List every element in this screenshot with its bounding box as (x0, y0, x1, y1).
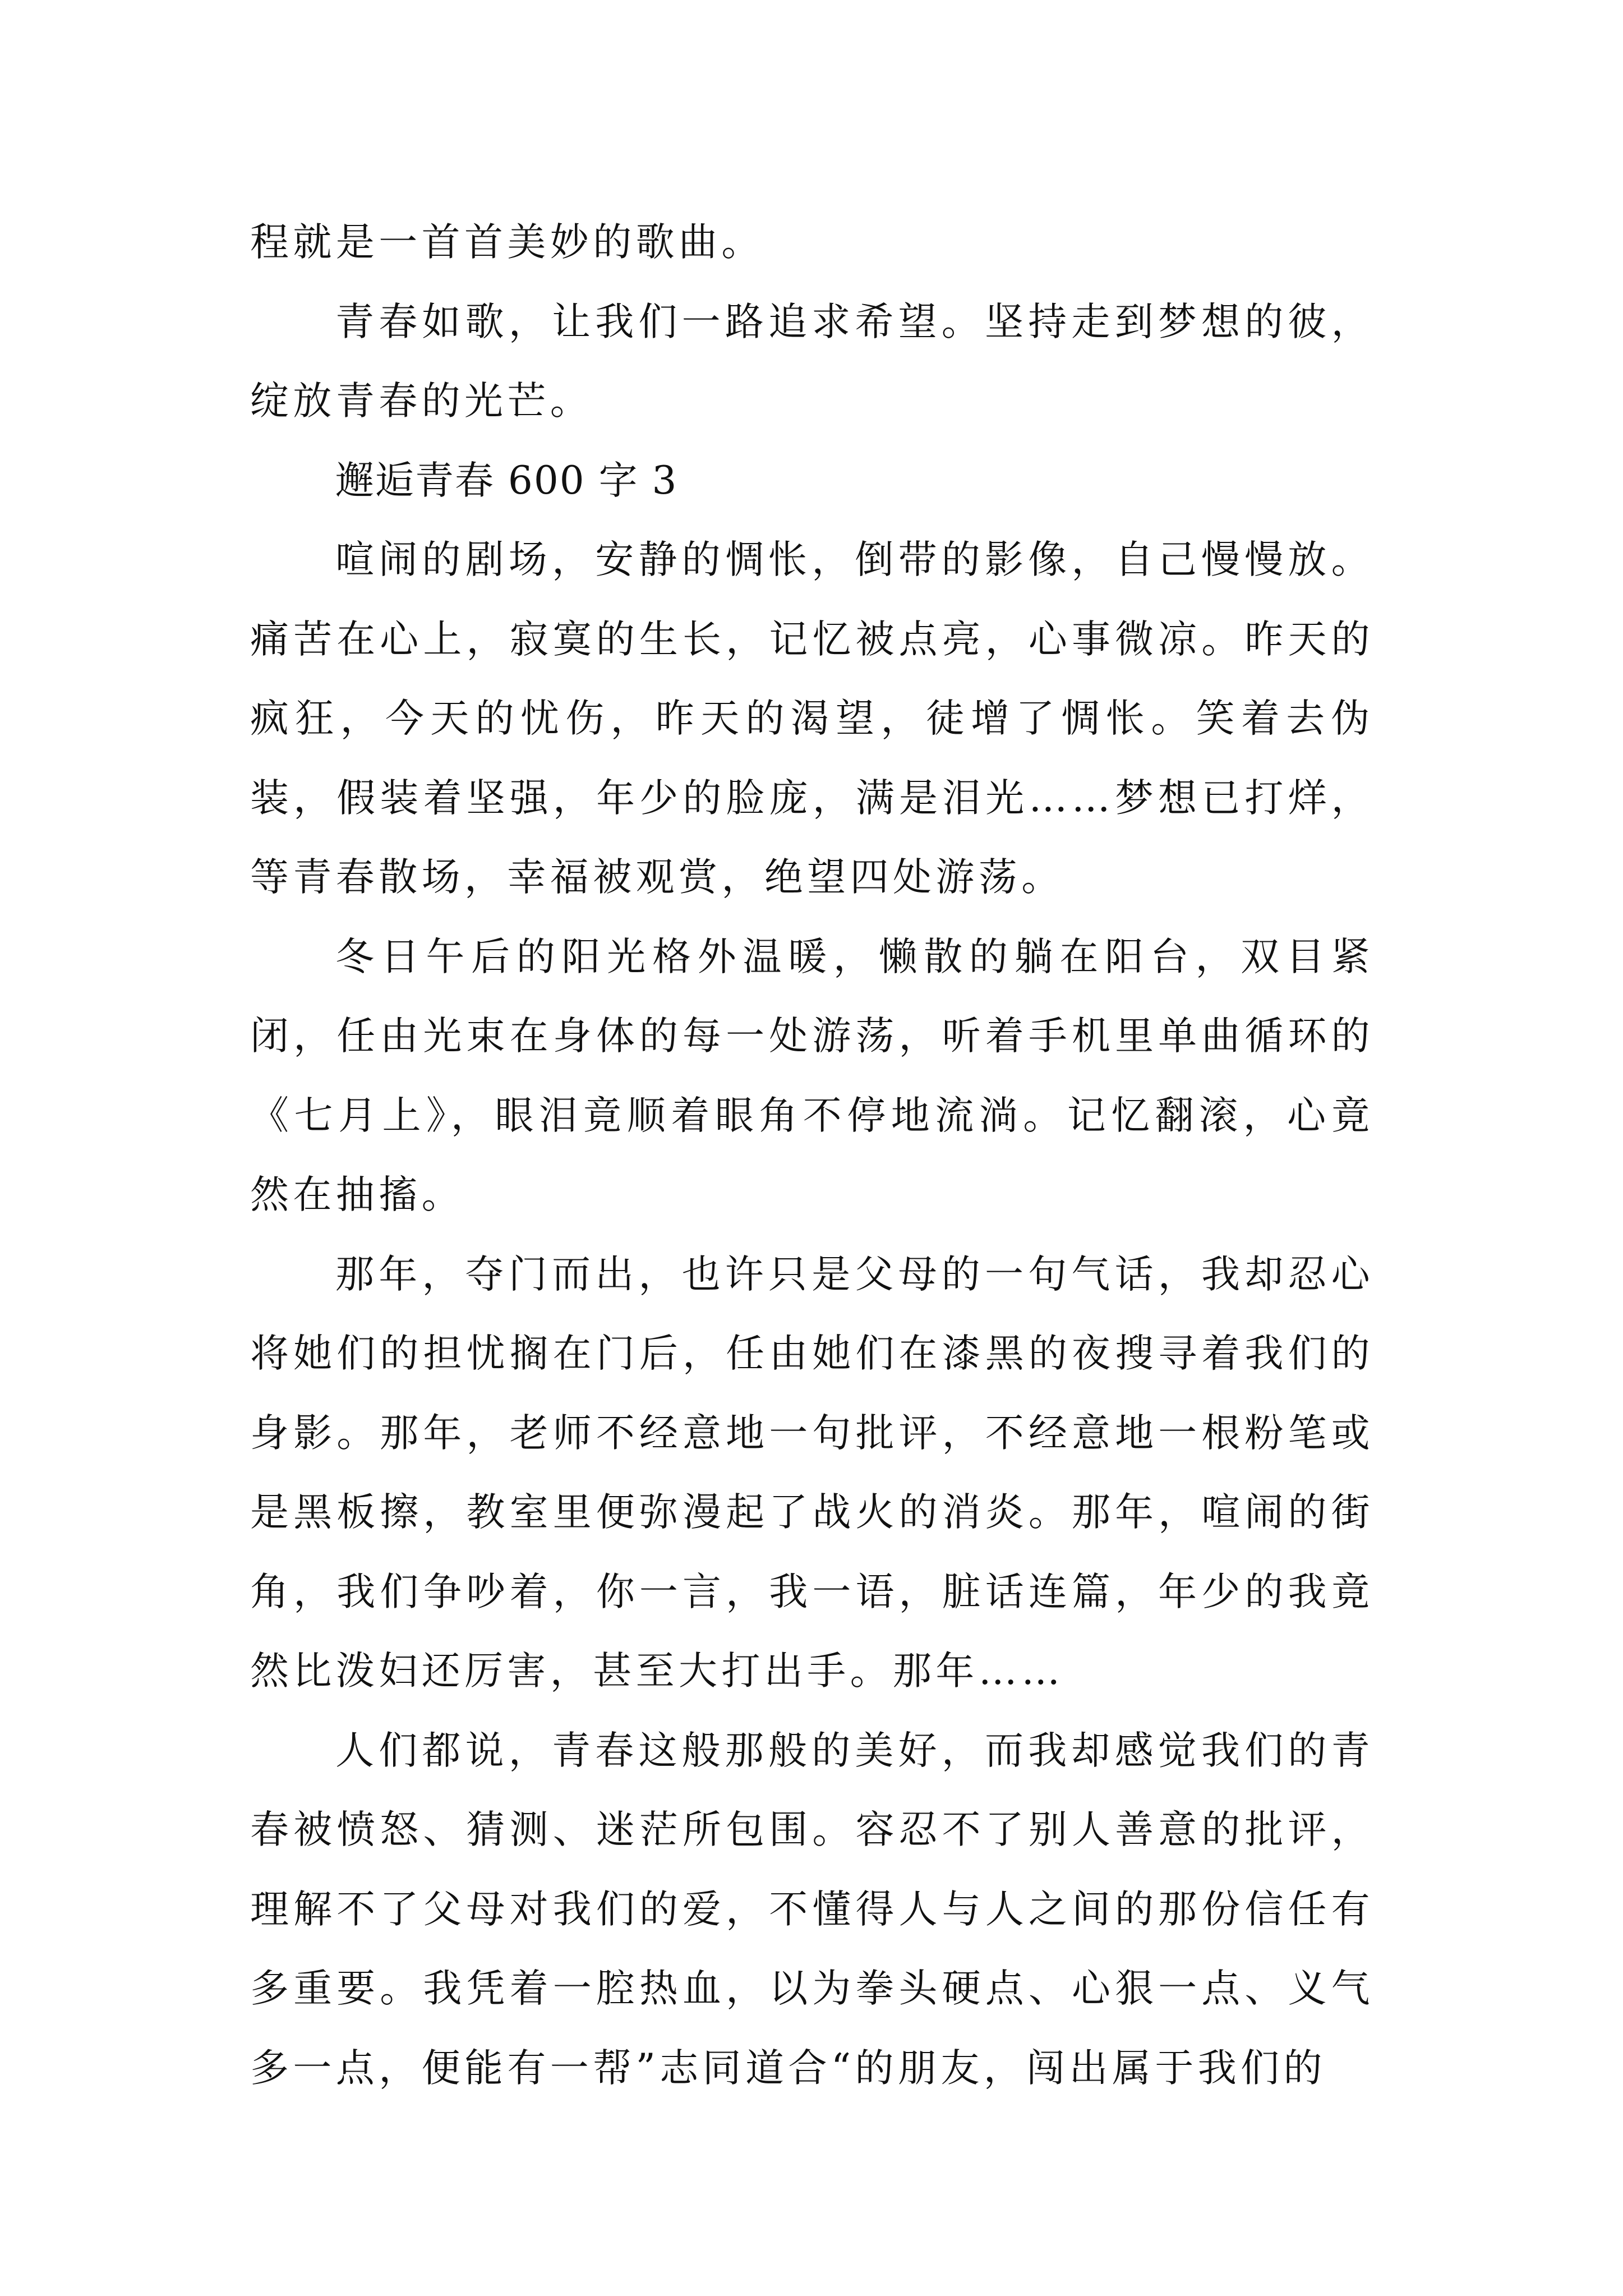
paragraph-continued: 程就是一首首美妙的歌曲。 (250, 220, 764, 265)
paragraph: 那年，夺门而出，也许只是父母的一句气话，我却忍心将她们的担忧搁在门后，任由她们在漆黑的夜搜寻着我们的身影。那年，老师不经意地一句批评，不经意地一根粉笔或是黑板擦，教室里便弥漫起了战火的消炎。那年，喧闹的街角，我们争吵着，你一言，我一语，脏话连篇，年少的我竟然比泼妇还厉害，甚至大打出手。那年…… (250, 1251, 1374, 1694)
paragraph: 喧闹的剧场，安静的惆怅，倒带的影像，自己慢慢放。痛苦在心上，寂寞的生长，记忆被点亮，心事微凉。昨天的疯狂，今天的忧伤，昨天的渴望，徒增了惆怅。笑着去伪装，假装着坚强，年少的脸庞，满是泪光……梦想已打烊，等青春散场，幸福被观赏，绝望四处游荡。 (250, 537, 1374, 900)
paragraph: 青春如歌，让我们一路追求希望。坚持走到梦想的彼，绽放青春的光芒。 (250, 299, 1374, 424)
paragraph: 人们都说，青春这般那般的美好，而我却感觉我们的青春被愤怒、猜测、迷茫所包围。容忍不了别人善意的批评，理解不了父母对我们的爱，不懂得人与人之间的那份信任有多重要。我凭着一腔热血，以为拳头硬点、心狠一点、义气多一点，便能有一帮”志同道合“的朋友，闯出属于我们的 (250, 1728, 1374, 2091)
document-body (250, 203, 1374, 2108)
section-heading: 邂逅青春 600 字 3 (335, 458, 678, 503)
paragraph: 冬日午后的阳光格外温暖，懒散的躺在阳台，双目紧闭，任由光束在身体的每一处游荡，听着手机里单曲循环的《七月上》，眼泪竟顺着眼角不停地流淌。记忆翻滚，心竟然在抽搐。 (250, 934, 1374, 1217)
